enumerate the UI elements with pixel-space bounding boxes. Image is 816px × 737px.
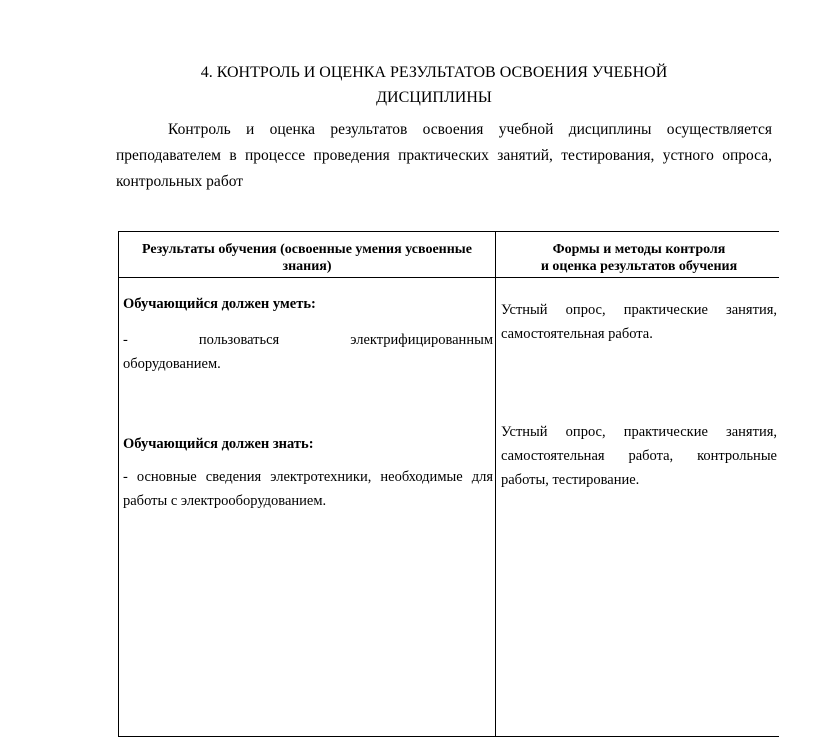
column-divider: [495, 232, 496, 736]
skills-item-line1: - пользоваться электрифицированным: [123, 332, 493, 348]
header-forms-line2: и оценка результатов обучения: [540, 259, 738, 274]
skills-title: Обучающийся должен уметь:: [123, 296, 316, 312]
header-forms-line1: Формы и методы контроля: [552, 242, 726, 257]
section-heading-line2: ДИСЦИПЛИНЫ: [376, 89, 492, 106]
knowledge-title: Обучающийся должен знать:: [123, 436, 314, 452]
header-results: Результаты обучения (освоенные умения усвоенные знания): [142, 242, 472, 274]
skills-item-line2: оборудованием.: [123, 356, 221, 372]
intro-paragraph: Контроль и оценка результатов освоения учебной дисциплины осуществляется преподавателем в процессе проведения практических занятий, тестирования, устного опроса, контрольных работ: [116, 121, 772, 190]
section-heading: [0, 60, 816, 110]
assessment-table: [118, 231, 779, 737]
knowledge-item: - основные сведения электротехники, необходимые для работы с электрооборудованием.: [123, 469, 493, 509]
knowledge-methods: Устный опрос, практические занятия, самостоятельная работа, контрольные работы, тестирование.: [501, 424, 777, 488]
skills-methods: Устный опрос, практические занятия, самостоятельная работа.: [501, 302, 777, 342]
section-heading-line1: 4. КОНТРОЛЬ И ОЦЕНКА РЕЗУЛЬТАТОВ ОСВОЕНИЯ УЧЕБНОЙ: [200, 64, 668, 81]
header-forms-methods: [499, 241, 779, 275]
header-divider: [119, 277, 779, 278]
